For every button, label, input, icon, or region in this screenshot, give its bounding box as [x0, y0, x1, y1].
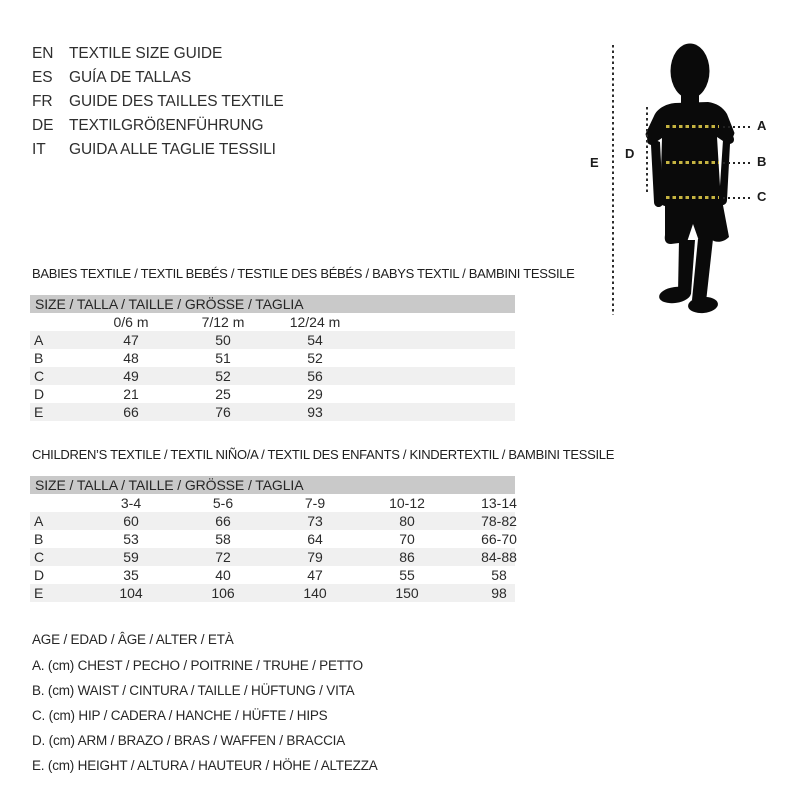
row-label: E	[34, 585, 44, 601]
cell: 104	[119, 585, 143, 601]
age-column: 7-9	[304, 495, 326, 511]
cell: 59	[123, 549, 139, 565]
cell: 47	[307, 567, 323, 583]
cell: 52	[215, 368, 231, 384]
arm-measure-line-d	[646, 107, 648, 194]
cell: 25	[215, 386, 231, 402]
measure-label-e: E	[590, 155, 599, 170]
cell: 73	[307, 513, 323, 529]
language-code: IT	[32, 141, 46, 158]
black-dot-segment	[723, 197, 753, 199]
legend-arm: D. (cm) ARM / BRAZO / BRAS / WAFFEN / BRACCIA	[32, 733, 346, 748]
language-row-de	[32, 114, 284, 138]
cell: 78-82	[481, 513, 517, 529]
cell: 47	[123, 332, 139, 348]
height-measure-line-e	[612, 45, 614, 315]
babies-table-row-e	[30, 403, 545, 421]
row-label: C	[34, 368, 45, 384]
age-column: 7/12 m	[201, 314, 245, 330]
black-dot-segment	[723, 126, 753, 128]
children-table-row-a	[30, 512, 545, 530]
language-row-es	[32, 66, 284, 90]
row-label: C	[34, 549, 45, 565]
language-code: FR	[32, 93, 53, 110]
cell: 140	[303, 585, 327, 601]
babies-size-header: SIZE / TALLA / TAILLE / GRÖSSE / TAGLIA	[30, 295, 515, 313]
row-label: A	[34, 332, 44, 348]
babies-table-row-d	[30, 385, 545, 403]
row-label: A	[34, 513, 44, 529]
cell: 66	[215, 513, 231, 529]
cell: 70	[399, 531, 415, 547]
language-code: ES	[32, 69, 53, 86]
yellow-dash-segment	[666, 125, 719, 128]
babies-table-row-a	[30, 331, 545, 349]
children-table-row-d	[30, 566, 545, 584]
cell: 150	[395, 585, 419, 601]
language-row-fr	[32, 90, 284, 114]
measure-label-c: C	[757, 189, 767, 204]
cell: 51	[215, 350, 231, 366]
children-table-row-c	[30, 548, 545, 566]
language-label: GUIDA ALLE TAGLIE TESSILI	[69, 141, 276, 158]
measure-label-b: B	[757, 154, 767, 169]
measure-label-d: D	[625, 146, 635, 161]
row-label: E	[34, 404, 44, 420]
cell: 58	[491, 567, 507, 583]
row-label: D	[34, 386, 45, 402]
cell: 86	[399, 549, 415, 565]
children-table-row-e	[30, 584, 545, 602]
babies-table-row-b	[30, 349, 545, 367]
cell: 84-88	[481, 549, 517, 565]
babies-section-title: BABIES TEXTILE / TEXTIL BEBÉS / TESTILE DES BÉBÉS / BABYS TEXTIL / BAMBINI TESSILE	[32, 266, 575, 281]
cell: 58	[215, 531, 231, 547]
cell: 52	[307, 350, 323, 366]
age-column: 0/6 m	[113, 314, 149, 330]
age-column: 13-14	[481, 495, 517, 511]
babies-age-row	[30, 313, 545, 331]
row-label: D	[34, 567, 45, 583]
language-code: DE	[32, 117, 54, 134]
language-title-list	[32, 42, 284, 162]
cell: 66	[123, 404, 139, 420]
babies-table-row-c	[30, 367, 545, 385]
measure-label-a: A	[757, 118, 767, 133]
language-label: GUIDE DES TAILLES TEXTILE	[69, 93, 284, 110]
cell: 98	[491, 585, 507, 601]
cell: 56	[307, 368, 323, 384]
age-column: 5-6	[212, 495, 234, 511]
language-row-it	[32, 138, 284, 162]
cell: 64	[307, 531, 323, 547]
legend-waist: B. (cm) WAIST / CINTURA / TAILLE / HÜFTUNG / VITA	[32, 683, 355, 698]
language-label: TEXTILE SIZE GUIDE	[69, 45, 223, 62]
row-label: B	[34, 350, 44, 366]
cell: 40	[215, 567, 231, 583]
cell: 106	[211, 585, 235, 601]
cell: 80	[399, 513, 415, 529]
legend-height: E. (cm) HEIGHT / ALTURA / HAUTEUR / HÖHE / ALTEZZA	[32, 758, 378, 773]
black-dot-segment	[723, 162, 753, 164]
cell: 35	[123, 567, 139, 583]
cell: 50	[215, 332, 231, 348]
language-row-en	[32, 42, 284, 66]
children-table-row-b	[30, 530, 545, 548]
legend-age: AGE / EDAD / ÂGE / ALTER / ETÀ	[32, 632, 234, 647]
cell: 54	[307, 332, 323, 348]
legend-hip: C. (cm) HIP / CADERA / HANCHE / HÜFTE / HIPS	[32, 708, 328, 723]
cell: 29	[307, 386, 323, 402]
hip-measure-line-c	[666, 196, 753, 199]
age-column: 10-12	[389, 495, 425, 511]
language-label: TEXTILGRÖßENFÜHRUNG	[69, 117, 264, 134]
waist-measure-line-b	[666, 161, 753, 164]
language-code: EN	[32, 45, 54, 62]
yellow-dash-segment	[666, 161, 719, 164]
yellow-dash-segment	[666, 196, 719, 199]
child-silhouette-image	[643, 42, 743, 316]
children-section-title: CHILDREN’S TEXTILE / TEXTIL NIÑO/A / TEXTIL DES ENFANTS / KINDERTEXTIL / BAMBINI TESSILE	[32, 447, 615, 462]
children-age-row	[30, 494, 545, 512]
language-label: GUÍA DE TALLAS	[69, 69, 192, 86]
cell: 48	[123, 350, 139, 366]
legend-chest: A. (cm) CHEST / PECHO / POITRINE / TRUHE / PETTO	[32, 658, 363, 673]
cell: 72	[215, 549, 231, 565]
cell: 60	[123, 513, 139, 529]
chest-measure-line-a	[666, 125, 753, 128]
cell: 79	[307, 549, 323, 565]
age-column: 3-4	[120, 495, 142, 511]
cell: 53	[123, 531, 139, 547]
cell: 55	[399, 567, 415, 583]
cell: 76	[215, 404, 231, 420]
row-label: B	[34, 531, 44, 547]
cell: 49	[123, 368, 139, 384]
cell: 66-70	[481, 531, 517, 547]
cell: 93	[307, 404, 323, 420]
cell: 21	[123, 386, 139, 402]
children-size-header: SIZE / TALLA / TAILLE / GRÖSSE / TAGLIA	[30, 476, 515, 494]
age-column: 12/24 m	[289, 314, 341, 330]
